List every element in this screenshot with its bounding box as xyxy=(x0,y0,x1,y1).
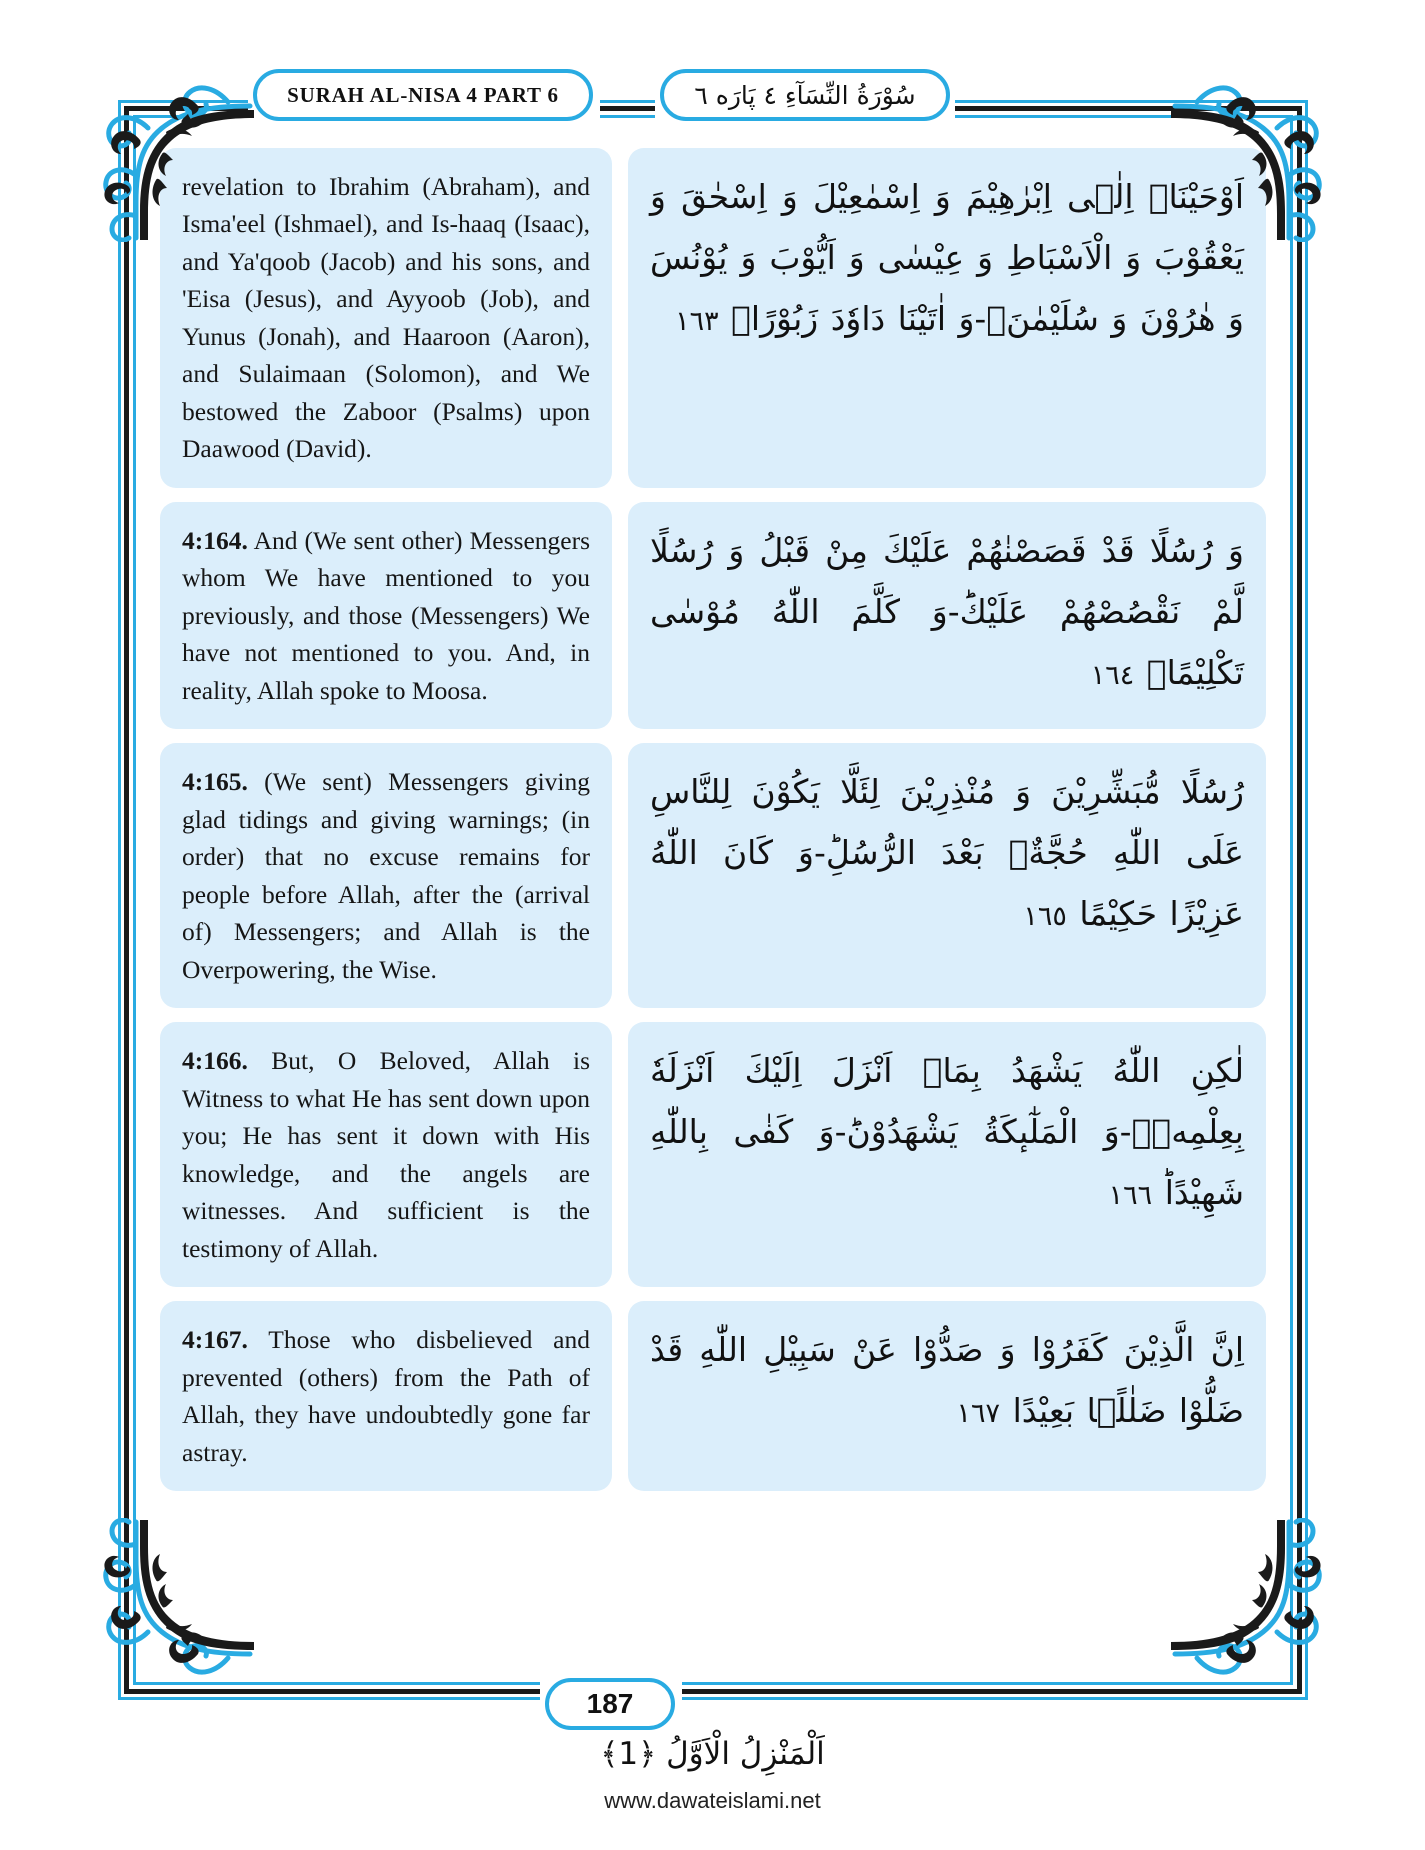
verse-list xyxy=(160,148,1266,1505)
corner-ornament-bottom-right xyxy=(1167,1518,1347,1698)
verse-end-marker: ١٦٥ xyxy=(1023,901,1067,933)
verse-english-panel xyxy=(160,743,612,1008)
verse-end-marker: ١٦٣ xyxy=(675,306,719,338)
verse-english-panel xyxy=(160,1301,612,1491)
verse-end-marker: ١٦٧ xyxy=(956,1398,1001,1430)
header-surah-title-capsule xyxy=(253,69,593,121)
header-surah-title-arabic: سُوْرَةُ النِّسَآءِ ٤ پَارَه ٦ xyxy=(694,80,916,110)
verse-english-text xyxy=(182,1321,590,1471)
verse-arabic-text xyxy=(650,166,1244,349)
verse-number: 4:166. xyxy=(182,1046,248,1076)
verse-arabic-text xyxy=(650,520,1244,703)
verse-arabic-body: لٰكِنِ اللّٰهُ یَشْهَدُ بِمَاۤ اَنْزَلَ اِلَیْكَ اَنْزَلَهٗ بِعِلْمِهٖۚ-وَ الْمَلٰٓىٕكَةُ یَشْهَدُوْنَؕ-وَ كَفٰى بِاللّٰهِ شَهِیْدًاؕ xyxy=(650,1051,1244,1213)
verse-arabic-panel xyxy=(628,1022,1266,1287)
verse-english-body: But, O Beloved, Allah is Witness to what He has sent down upon you; He has sent it down with His knowledge, and the angels are witnesses. And sufficient is the testimony of Allah. xyxy=(182,1046,590,1263)
verse-number: 4:164. xyxy=(182,525,248,555)
header-surah-title-arabic-capsule xyxy=(660,69,950,121)
verse-row xyxy=(160,148,1266,488)
verse-english-text xyxy=(182,1042,590,1267)
verse-arabic-text xyxy=(650,1040,1244,1223)
corner-ornament-top-right xyxy=(1167,62,1347,242)
verse-english-text xyxy=(182,763,590,988)
page-number: 187 xyxy=(586,1688,634,1719)
verse-arabic-body: رُسُلًا مُّبَشِّرِیْنَ وَ مُنْذِرِیْنَ لِئَلَّا یَكُوْنَ لِلنَّاسِ عَلَى اللّٰهِ حُجَّةٌۢ بَعْدَ الرُّسُلِؕ-وَ كَانَ اللّٰهُ عَزِیْزًا حَكِیْمًا xyxy=(650,772,1244,934)
verse-row xyxy=(160,1301,1266,1491)
corner-ornament-bottom-left xyxy=(78,1518,258,1698)
verse-arabic-text xyxy=(650,761,1244,944)
verse-number: 4:165. xyxy=(182,767,248,797)
verse-row xyxy=(160,1022,1266,1287)
footer-manzil-arabic: اَلْمَنْزِلُ الْاَوَّلُ ﴿1﴾ xyxy=(600,1736,825,1772)
verse-arabic-panel xyxy=(628,1301,1266,1491)
verse-arabic-text xyxy=(650,1319,1244,1441)
verse-arabic-body: وَ رُسُلًا قَدْ قَصَصْنٰهُمْ عَلَیْكَ مِنْ قَبْلُ وَ رُسُلًا لَّمْ نَقْصُصْهُمْ عَلَیْكَؕ-وَ كَلَّمَ اللّٰهُ مُوْسٰى تَكْلِیْمًاۚ xyxy=(650,530,1244,692)
verse-arabic-panel xyxy=(628,502,1266,729)
page-number-capsule xyxy=(545,1678,675,1730)
verse-arabic-body: اِنَّ الَّذِیْنَ كَفَرُوْا وَ صَدُّوْا عَنْ سَبِیْلِ اللّٰهِ قَدْ ضَلُّوْا ضَلٰلًۢا بَعِیْدًا xyxy=(650,1330,1244,1431)
verse-english-panel xyxy=(160,502,612,729)
verse-english-body: revelation to Ibrahim (Abraham), and Isma'eel (Ishmael), and Is-haaq (Isaac), and Ya'qoob (Jacob) and his sons, and 'Eisa (Jesus), and Ayyoob (Job), and Yunus (Jonah), and Haaroon (Aaron), and Sulaimaan (Solomon), and We bestowed the Zaboor (Psalms) upon Daawood (David). xyxy=(182,172,590,464)
verse-english-panel xyxy=(160,1022,612,1287)
verse-number: 4:167. xyxy=(182,1325,248,1355)
verse-arabic-body: اَوْحَيْنَاۤ اِلٰۤى اِبْرٰهِیْمَ وَ اِسْمٰعِیْلَ وَ اِسْحٰقَ وَ یَعْقُوْبَ وَ الْاَسْبَاطِ وَ عِیْسٰى وَ اَیُّوْبَ وَ یُوْنُسَ وَ هٰرُوْنَ وَ سُلَیْمٰنَۚ-وَ اٰتَیْنَا دَاوٗدَ زَبُوْرًاۚ xyxy=(650,177,1244,339)
header-surah-title: SURAH AL-NISA 4 PART 6 xyxy=(287,82,559,107)
corner-ornament-top-left xyxy=(78,62,258,242)
verse-row xyxy=(160,502,1266,729)
verse-english-body: (We sent) Messengers giving glad tidings and giving warnings; (in order) that no excuse remains for people before Allah, after the (arrival of) Messengers; and Allah is the Overpowering, the Wise. xyxy=(182,767,591,984)
verse-english-text xyxy=(182,522,590,709)
verse-end-marker: ١٦٤ xyxy=(1090,659,1135,691)
verse-arabic-panel xyxy=(628,743,1266,1008)
verse-english-body: Those who disbelieved and prevented (others) from the Path of Allah, they have undoubtedly gone far astray. xyxy=(182,1325,590,1467)
footer-website-url: www.dawateislami.net xyxy=(604,1788,821,1813)
verse-row xyxy=(160,743,1266,1008)
verse-end-marker: ١٦٦ xyxy=(1108,1180,1153,1212)
verse-english-body: And (We sent other) Messengers whom We have mentioned to you previously, and those (Messengers) We have not mentioned to you. And, in reality, Allah spoke to Moosa. xyxy=(182,525,591,705)
